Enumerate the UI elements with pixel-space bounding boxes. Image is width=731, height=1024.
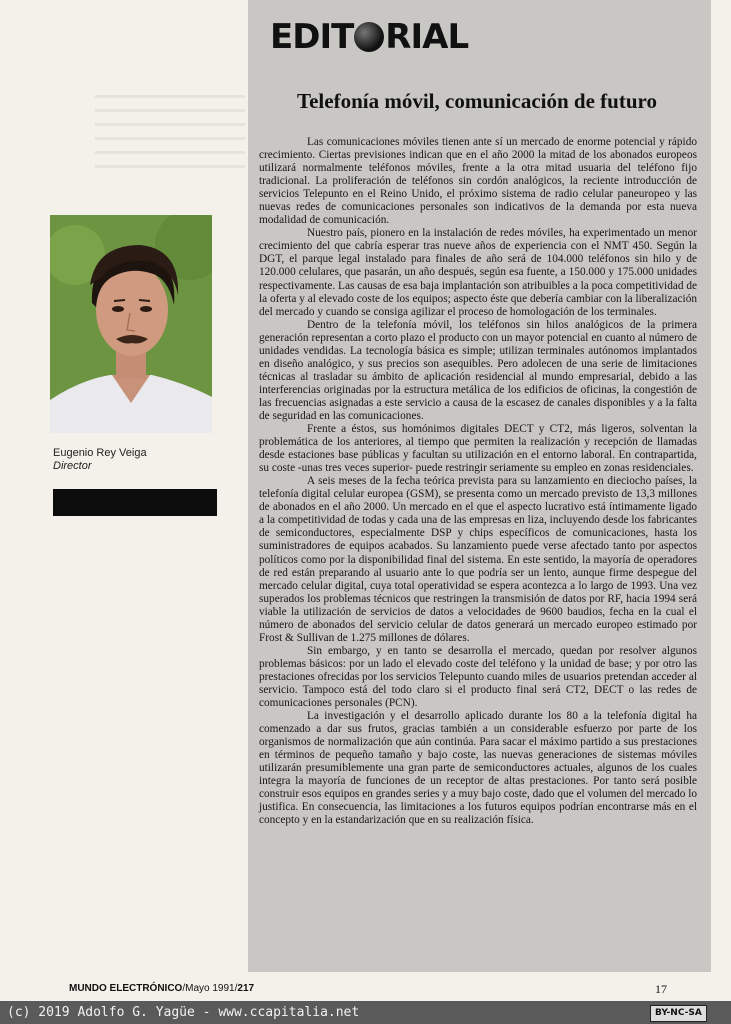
editorial-logo [270, 18, 468, 56]
issue-number: 217 [237, 983, 255, 994]
article-paragraph: Frente a éstos, sus homónimos digitales DECT y CT2, más ligeros, solventan la problemática de los anteriores, al tiempo que permiten la realización y recepción de llamadas desde estaciones base públicas y facultan su utilización en el entorno laboral. En contrapartida, su coste -unas tres veces superior- puede restringir seriamente su empleo en zonas residenciales. [259, 423, 697, 475]
page-number: 17 [655, 982, 667, 996]
article-paragraph: A seis meses de la fecha teórica prevista para su lanzamiento en dieciocho países, la telefonía digital celular europea (GSM), se presenta como un mercado previsto de 13,3 millones de abonados en el año 2000. Un mercado en el que el aspecto lucrativo está íntimamente ligado a la competitividad de todas y cada una de las empresas en liza, incluyendo desde los fabricantes de semiconductores, especialmente DSP y chips específicos de comunicaciones, hasta los suministradores de equipos acabados. Su lanzamiento puede verse afectado tanto por aspectos políticos como por la disponibilidad final del sistema. En este sentido, la mayoría de operadores de red están preparando al usuario ante lo que podría ser un lento, aunque firme despegue del mercado celular digital, cuya total operatividad se espera acontezca a lo largo de 1993. Una vez superados los problemas técnicos que restringen la transmisión de datos por RF, hacia 1994 será viable la utilización de servicios de datos a velocidades de 9600 baudios, fecha en la cual el número de abonados del servicio celular de datos generará un mercado europeo estimado por Frost & Sullivan de 1.275 millones de dólares. [259, 475, 697, 644]
redaction-bar [53, 489, 217, 516]
page-footer [69, 983, 254, 994]
article-body [259, 136, 697, 827]
portrait-caption-role: Director [53, 460, 92, 472]
article-paragraph: Las comunicaciones móviles tienen ante sí un mercado de enorme potencial y rápido crecimiento. Ciertas previsiones indican que en el año 2000 la mitad de los abonados europeos utilizará normalmente teléfonos móviles, frente a la otra mitad usuaria del teléfono fijo tradicional. La proliferación de teléfonos sin cordón analógicos, la reciente introducción de servicios Telepunto en el Reino Unido, el próximo sistema de radio celular paneuropeo y las nuevas redes de comunicaciones personales son indicativos de la demanda por esta nueva modalidad de comunicación. [259, 136, 697, 227]
article-paragraph: Sin embargo, y en tanto se desarrolla el mercado, quedan por resolver algunos problemas básicos: por un lado el elevado coste del teléfono y la unidad de base; y por otro las prestaciones ofrecidas por los servicios Telepunto cuando miles de usuarios pretendan acceder al servicio. Tampoco está del todo claro si el producto final será CT2, DECT o las redes de comunicaciones personales (PCN). [259, 644, 697, 710]
globe-ball-icon [354, 22, 384, 52]
issue-date: /Mayo 1991/ [182, 983, 238, 994]
article-headline: Telefonía móvil, comunicación de futuro [297, 89, 657, 113]
director-portrait-photo [50, 215, 212, 433]
article-paragraph: Nuestro país, pionero en la instalación de redes móviles, ha experimentado un menor crecimiento del que cabría esperar tras nueve años de experiencia con el NMT 450. Según la DGT, el parque legal instalado para finales de año será de 104.000 teléfonos sin hilo y de 120.000 celulares, que pasarán, un año después, según esa fuente, a 150.000 y 175.000 unidades respectivamente. Las causas de esa baja implantación son atribuibles a la poca competitividad de la oferta y al elevado coste de los equipos; aspecto éste que debería cambiar con la liberalización del mercado y cuando se consiga agilizar el proceso de homologación de los terminales. [259, 227, 697, 318]
cc-license-label: BY-NC-SA [655, 1008, 702, 1018]
article-paragraph: La investigación y el desarrollo aplicado durante los 80 a la telefonía digital ha comenzado a dar sus frutos, gracias también a un considerable esfuerzo por parte de los organismos de normalización que aún continúa. Para sacar el máximo partido a sus prestaciones en términos de pequeño tamaño y bajo coste, las nuevas generaciones de sistemas móviles utilizarán presumiblemente una gran parte de semiconductores actuales, algunos de los cuales integra la mayoría de funciones de un receptor de altas prestaciones. Por tanto será posible construir esos equipos en grandes series y a muy bajo coste, dado que el volumen del mercado lo justifica. En consecuencia, las limitaciones a los futuros equipos podrían encontrarse más en el concepto y en la estandarización que en su realización física. [259, 710, 697, 827]
logo-text-end: RIAL [385, 17, 469, 57]
portrait-illustration [50, 215, 212, 433]
magazine-name: MUNDO ELECTRÓNICO [69, 983, 183, 994]
cc-license-badge [650, 1005, 707, 1022]
logo-text-start: EDIT [270, 17, 354, 57]
article-paragraph: Dentro de la telefonía móvil, los teléfonos sin hilos analógicos de la primera generación representan a corto plazo el producto con un mayor potencial en cuanto al número de unidades vendidas. La tecnología básica es simple; utilizan terminales autónomos implantados en diseño analógico, y sus precios son asequibles. Pero adolecen de una serie de limitaciones técnicas al trasladar su ámbito de aplicación residencial al mundo empresarial, debido a las interferencias originadas por la estructura metálica de los edificios de oficinas, la congestión de las frecuencias asignadas a este servicio a causa de la escasez de canales disponibles y a la falta de seguridad en las comunicaciones. [259, 318, 697, 422]
bleed-through-texture [95, 95, 245, 175]
copyright-credit: (c) 2019 Adolfo G. Yagüe - www.ccapitalia.net [7, 1005, 360, 1020]
portrait-caption-name: Eugenio Rey Veiga [53, 447, 147, 459]
